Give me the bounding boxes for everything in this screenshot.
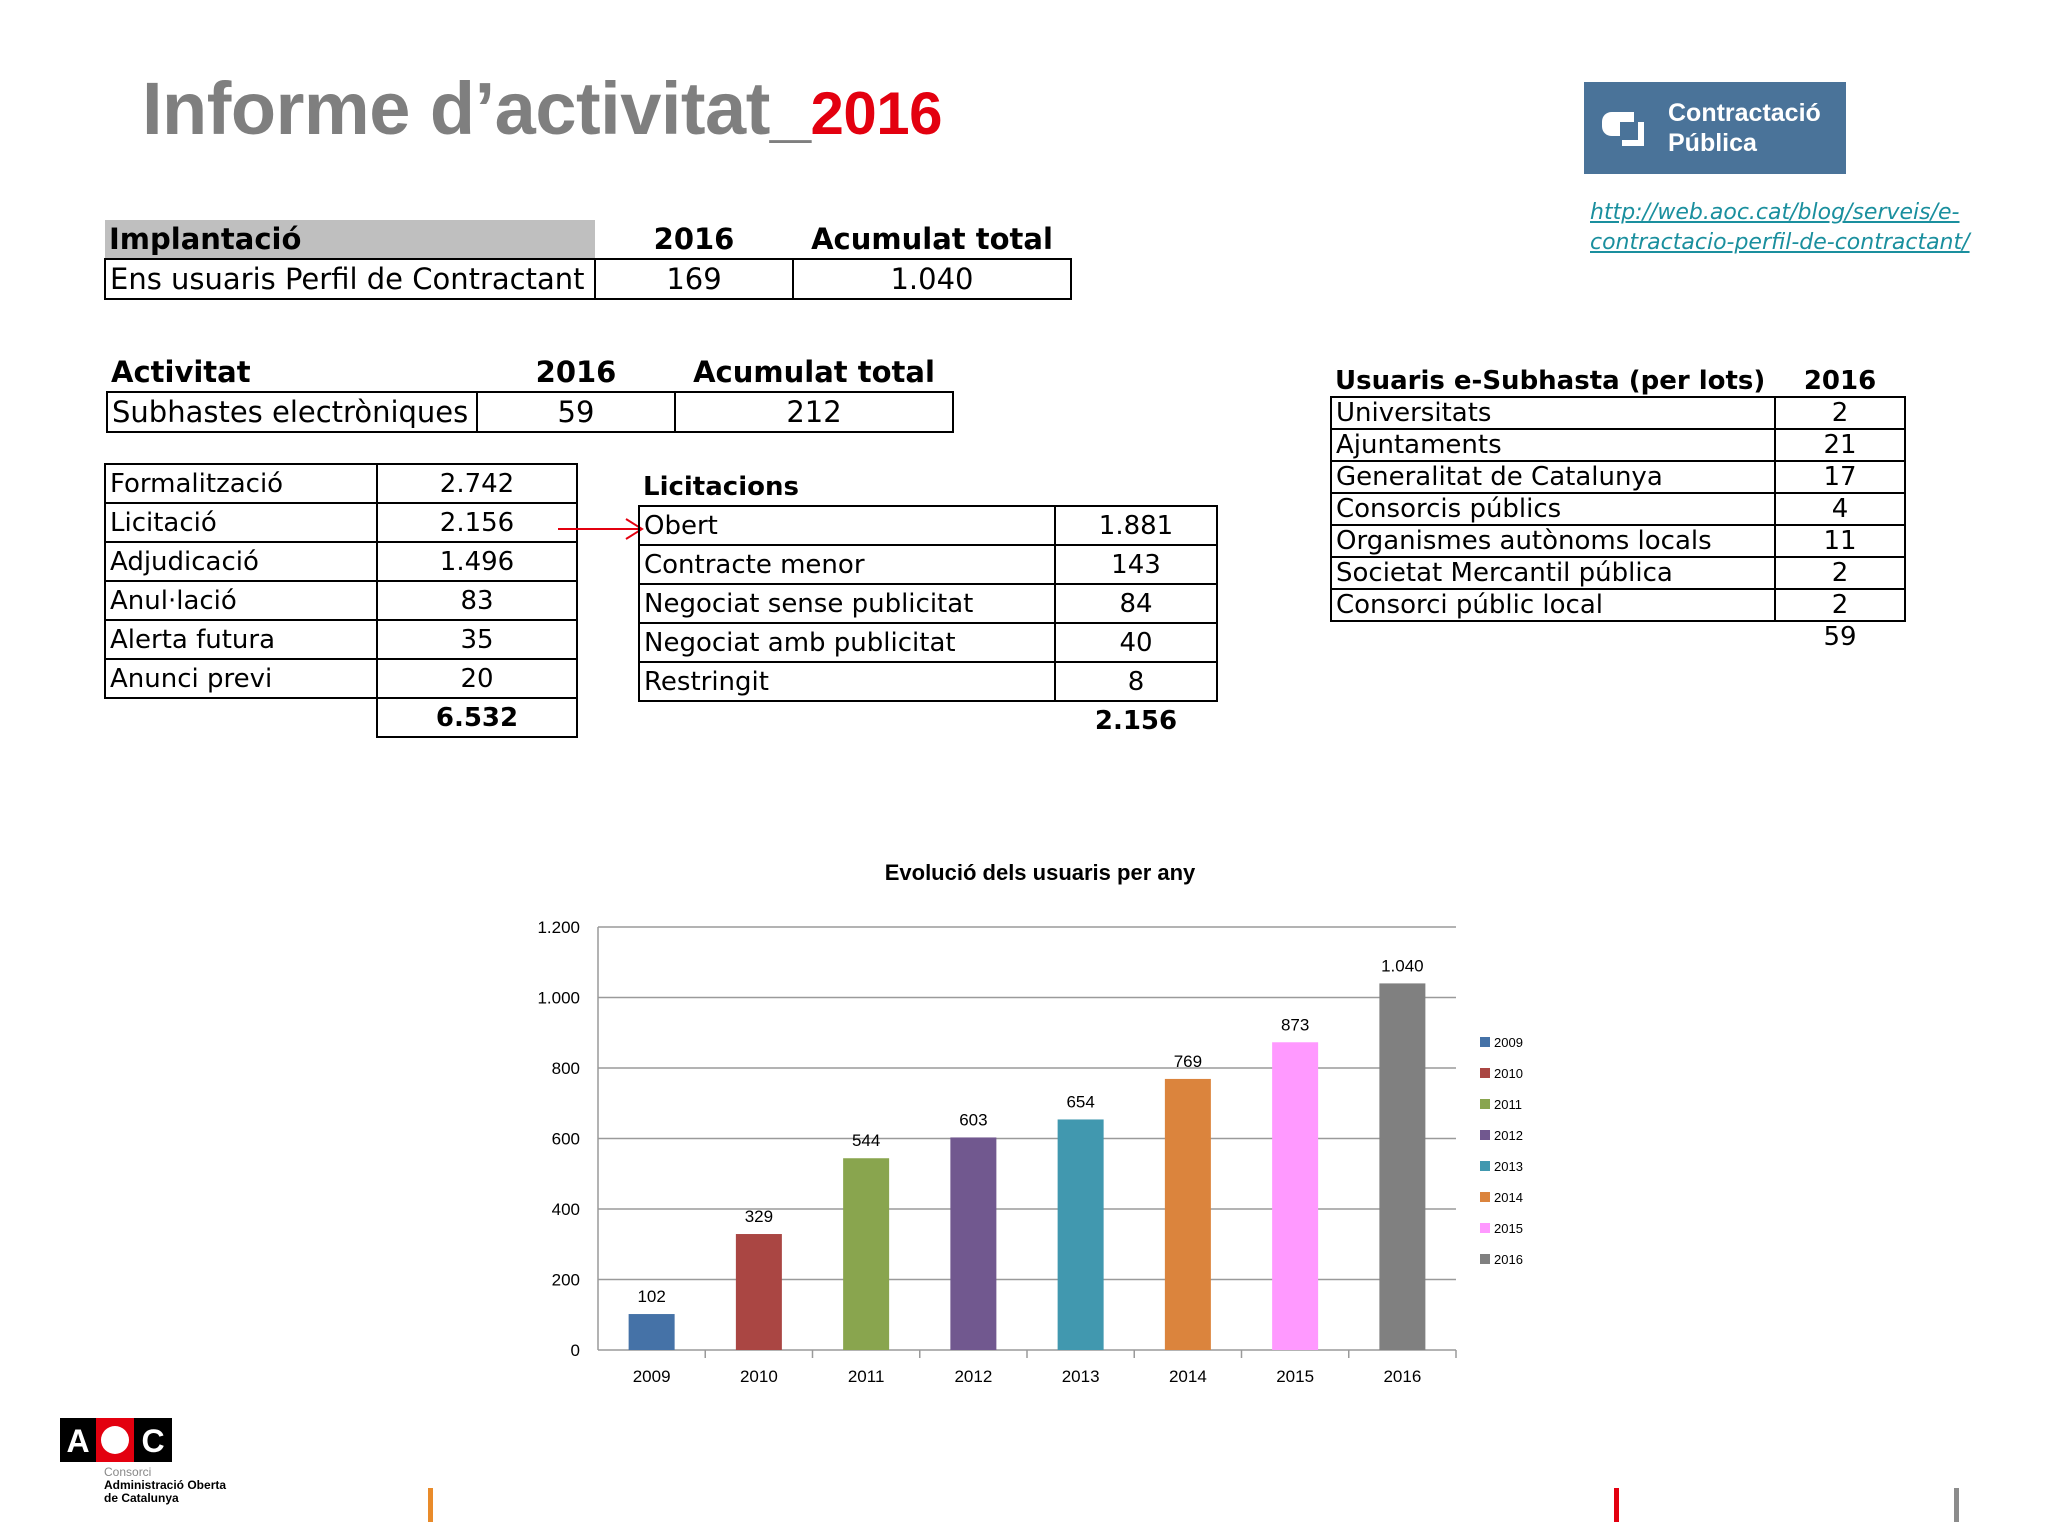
footer-line1: Consorci xyxy=(104,1465,152,1479)
row-label: Formalització xyxy=(105,464,377,503)
row-label: Contracte menor xyxy=(639,545,1055,584)
esubhasta-total: 59 xyxy=(1823,622,1857,652)
legend-label: 2014 xyxy=(1494,1190,1523,1205)
total-header: Acumulat total xyxy=(693,355,935,389)
bar xyxy=(629,1314,675,1350)
row-value: 2 xyxy=(1775,589,1905,621)
legend-swatch xyxy=(1480,1037,1490,1047)
y-tick-label: 0 xyxy=(570,1341,580,1360)
x-tick-label: 2011 xyxy=(847,1367,885,1386)
footer-line2: Administració Oberta xyxy=(104,1478,227,1492)
row-label: Anunci previ xyxy=(105,659,377,698)
row-value: 2.156 xyxy=(377,503,577,542)
bar xyxy=(843,1158,889,1350)
row-label: Negociat amb publicitat xyxy=(639,623,1055,662)
aoc-blog-link[interactable]: http://web.aoc.cat/blog/serveis/e-contractacio-perfil-de-contractant/ xyxy=(1590,200,1970,255)
row-value: 84 xyxy=(1055,584,1217,623)
legend-swatch xyxy=(1480,1099,1490,1109)
row-total: 212 xyxy=(675,392,953,432)
licitacions-title: Licitacions xyxy=(643,471,799,502)
title-year: 2016 xyxy=(810,80,942,147)
row-label: Anul·lació xyxy=(105,581,377,620)
x-tick-label: 2012 xyxy=(954,1367,993,1386)
y-tick-label: 400 xyxy=(551,1200,580,1219)
aoc-logo-icon xyxy=(60,1418,172,1462)
row-label: Licitació xyxy=(105,503,377,542)
footer-tick-orange xyxy=(428,1488,433,1522)
data-label: 1.040 xyxy=(1381,956,1424,976)
row-label: Adjudicació xyxy=(105,542,377,581)
legend-swatch xyxy=(1480,1254,1490,1264)
footer-tick-red xyxy=(1614,1488,1619,1522)
title-main: Informe d’activitat_ xyxy=(142,67,811,150)
status-total: 6.532 xyxy=(377,698,577,737)
x-tick-label: 2010 xyxy=(739,1367,778,1386)
total-header: Acumulat total xyxy=(811,222,1053,256)
row-total: 1.040 xyxy=(793,259,1071,299)
footer-line3: de Catalunya xyxy=(104,1491,179,1505)
row-value: 143 xyxy=(1055,545,1217,584)
svg-text:A: A xyxy=(66,1423,90,1459)
row-label: Ajuntaments xyxy=(1331,429,1775,461)
y-tick-label: 1.000 xyxy=(537,988,580,1008)
row-label: Generalitat de Catalunya xyxy=(1331,461,1775,493)
row-value: 2 xyxy=(1775,557,1905,589)
row-value: 2.742 xyxy=(377,464,577,503)
aoc-footer-text xyxy=(104,1466,226,1505)
year-header: 2016 xyxy=(535,355,617,389)
y-tick-label: 200 xyxy=(551,1270,580,1290)
row-value: 4 xyxy=(1775,493,1905,525)
row-value: 1.496 xyxy=(377,542,577,581)
data-label: 873 xyxy=(1280,1015,1310,1035)
x-tick-label: 2015 xyxy=(1276,1367,1315,1386)
licitacions-total: 2.156 xyxy=(1094,705,1178,736)
row-value: 20 xyxy=(377,659,577,698)
data-label: 102 xyxy=(637,1287,666,1307)
legend-label: 2012 xyxy=(1494,1128,1523,1143)
row-2016: 59 xyxy=(477,392,675,432)
y-tick-label: 600 xyxy=(551,1129,580,1149)
data-label: 769 xyxy=(1173,1051,1203,1071)
footer-tick-grey xyxy=(1954,1488,1959,1522)
y-tick-label: 1.200 xyxy=(537,918,580,937)
row-value: 35 xyxy=(377,620,577,659)
year-header: 2016 xyxy=(1803,366,1877,396)
bar xyxy=(1058,1119,1104,1350)
row-label: Societat Mercantil pública xyxy=(1331,557,1775,589)
year-header: 2016 xyxy=(653,222,735,256)
row-2016: 169 xyxy=(595,259,793,299)
legend-swatch xyxy=(1480,1161,1490,1171)
bar xyxy=(1272,1042,1318,1350)
legend-label: 2015 xyxy=(1494,1221,1523,1236)
implantacio-header: Implantació xyxy=(105,220,595,259)
legend-label: 2016 xyxy=(1494,1252,1523,1267)
row-value: 1.881 xyxy=(1055,506,1217,545)
svg-text:C: C xyxy=(141,1423,165,1459)
data-label: 654 xyxy=(1066,1092,1095,1112)
legend-label: 2011 xyxy=(1494,1097,1522,1112)
bar xyxy=(1379,983,1425,1350)
logo-line1: Contractació xyxy=(1668,99,1821,127)
esubhasta-header: Usuaris e-Subhasta (per lots) xyxy=(1335,366,1766,396)
legend-swatch xyxy=(1480,1223,1490,1233)
row-value: 83 xyxy=(377,581,577,620)
x-tick-label: 2013 xyxy=(1061,1367,1100,1386)
data-label: 329 xyxy=(744,1207,774,1227)
row-label: Universitats xyxy=(1331,397,1775,429)
row-label: Ens usuaris Perfil de Contractant xyxy=(105,259,595,299)
row-value: 11 xyxy=(1775,525,1905,557)
row-label: Restringit xyxy=(639,662,1055,701)
row-label: Organismes autònoms locals xyxy=(1331,525,1775,557)
row-label: Negociat sense publicitat xyxy=(639,584,1055,623)
legend-swatch xyxy=(1480,1130,1490,1140)
row-value: 2 xyxy=(1775,397,1905,429)
logo-line2: Pública xyxy=(1668,129,1757,157)
row-label: Alerta futura xyxy=(105,620,377,659)
legend-swatch xyxy=(1480,1068,1490,1078)
data-label: 603 xyxy=(959,1110,988,1130)
row-value: 17 xyxy=(1775,461,1905,493)
row-label: Subhastes electròniques xyxy=(107,392,477,432)
row-value: 21 xyxy=(1775,429,1905,461)
legend-swatch xyxy=(1480,1192,1490,1202)
legend-label: 2013 xyxy=(1494,1159,1523,1174)
y-tick-label: 800 xyxy=(551,1059,580,1078)
row-label: Consorcis públics xyxy=(1331,493,1775,525)
data-label: 544 xyxy=(851,1131,881,1151)
x-tick-label: 2009 xyxy=(632,1367,671,1386)
activitat-header: Activitat xyxy=(111,355,251,389)
legend-label: 2010 xyxy=(1494,1066,1523,1081)
x-tick-label: 2016 xyxy=(1383,1367,1422,1386)
bar xyxy=(736,1234,782,1350)
row-value: 8 xyxy=(1055,662,1217,701)
bar xyxy=(1165,1079,1211,1350)
chart-title: Evolució dels usuaris per any xyxy=(884,860,1196,885)
bar xyxy=(950,1137,996,1350)
row-label: Consorci públic local xyxy=(1331,589,1775,621)
x-tick-label: 2014 xyxy=(1168,1367,1207,1386)
row-label: Obert xyxy=(639,506,1055,545)
legend-label: 2009 xyxy=(1494,1035,1523,1050)
row-value: 40 xyxy=(1055,623,1217,662)
